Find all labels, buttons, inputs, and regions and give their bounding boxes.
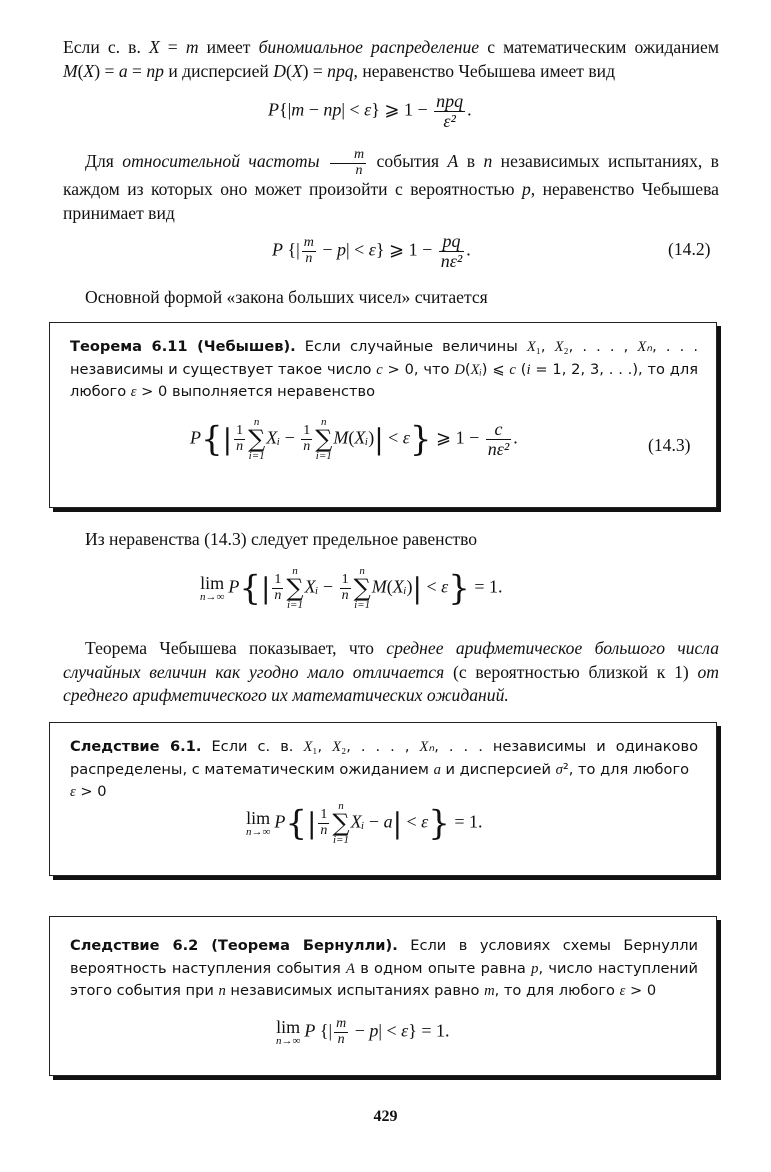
- equation-number-14-3: (14.3): [648, 435, 691, 455]
- paragraph-law-large-numbers: Основной формой «закона больших чисел» считается: [85, 287, 488, 307]
- paragraph-limit-equality: Из неравенства (14.3) следует предельное равенство: [85, 529, 478, 549]
- page-number: 429: [373, 1108, 398, 1125]
- corollary-6-1-title: Следствие 6.1.: [70, 738, 202, 755]
- theorem-6-11-box: [49, 322, 717, 508]
- paragraph-relative-frequency: Для относительной частоты $\frac{m}{n}$ события A в n независимых испытаниях, в каждом из которых оно может произойти с вероятностью p, неравенство Чебышева принимает вид: [63, 147, 719, 223]
- corollary-6-2-text: Следствие 6.2 (Теорема Бернулли). Если в условиях схемы Бернулли вероятность наступления события A в одном опыте равна p, число наступлений этого события при n независимых испытаниях равно m, то для любого ε > 0: [70, 937, 699, 999]
- chebyshev-binomial-formula: P{|m − np| < ε} ⩾ 1 − $\frac{\text{npq}}{\text{ε²}}$ .: [268, 91, 472, 131]
- corollary-6-1-formula: lim n→∞ P{| $\frac{1}{n}$ n ∑ i=1 Xᵢ − a| < ε} = 1.: [246, 800, 483, 846]
- formula-14-3: P{| $\frac{1}{n}$ n ∑ i=1 Xᵢ − $\frac{1}{n}$ n ∑ i=1 M(Xᵢ)| < ε} ⩾ 1 − $\frac{c}{\text{nε²}}$ .: [190, 416, 518, 462]
- paragraph-binomial: Если с. в. X = m имеет биномиальное распределение с математическим ожиданием M(X) = a = np и дисперсией D(X) = npq, неравенство Чебышева имеет вид: [63, 37, 719, 81]
- equation-number-14-2: (14.2): [668, 239, 711, 259]
- limit-formula: lim n→∞ P{| $\frac{1}{n}$ n ∑ i=1 Xᵢ − $\frac{1}{n}$ n ∑ i=1 M(Xᵢ)| < ε} = 1.: [200, 565, 503, 611]
- formula-14-2: P {| $\frac{m}{n}$ − p| < ε} ⩾ 1 − $\frac{pq}{\text{nε²}}$ .: [272, 231, 471, 271]
- theorem-6-11-text: Теорема 6.11 (Чебышев). Если случайные величины X₁, X₂, . . . , Xₙ, . . . независимы и существует такое число c > 0, что D(Xᵢ) ⩽ c (i = 1, 2, 3, . . .), то для любого ε > 0 выполняется неравенство: [70, 338, 698, 400]
- paragraph-chebyshev-meaning: Теорема Чебышева показывает, что среднее арифметическое большого числа случайных величин как угодно мало отличается (с вероятностью близкой к 1) от среднего арифметического их математических ожиданий.: [63, 638, 719, 705]
- corollary-6-2-box: [49, 916, 717, 1076]
- corollary-6-1-text: Следствие 6.1. Если с. в. X₁, X₂, . . . , Xₙ, . . . независимы и одинаково распределены, с математическим ожиданием a и дисперсией σ², то для любого ε > 0: [70, 738, 699, 800]
- corollary-6-2-title: Следствие 6.2 (Теорема Бернулли).: [70, 937, 398, 954]
- corollary-6-1-box: [49, 722, 717, 876]
- corollary-6-2-formula: lim n→∞ P {| $\frac{m}{n}$ − p| < ε} = 1.: [276, 1016, 450, 1047]
- theorem-6-11-title: Теорема 6.11 (Чебышев).: [70, 338, 296, 355]
